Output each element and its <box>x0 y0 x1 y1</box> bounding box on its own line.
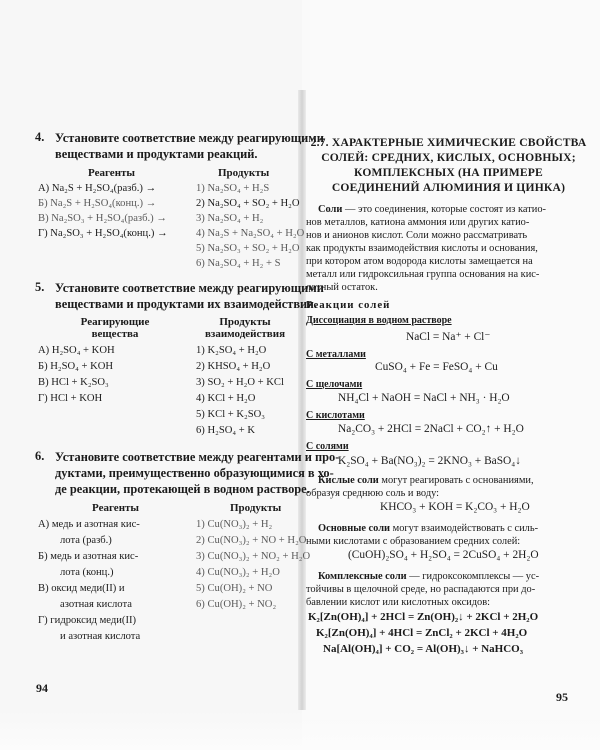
q5-product-5: 5) KCl + K₂SO₃ <box>196 409 265 420</box>
question-6-text-line2: дуктами, преимущественно образующимися в хо- <box>55 466 334 480</box>
q6-reagent-b-line2: лота (конц.) <box>60 567 114 578</box>
q5-col-products-line2: взаимодействия <box>204 328 286 340</box>
section-title-line4: СОЕДИНЕНИЙ АЛЮМИНИЯ И ЦИНКА) <box>331 181 566 194</box>
complex-salts-line2: тойчивы в щелочной среде, но распадаются при до- <box>306 584 536 595</box>
q6-product-6: 6) Cu(OH)₂ + NO₂ <box>196 599 277 610</box>
question-6-text-line1: Установите соответствие между реагентами и про- <box>55 450 340 464</box>
complex-salts-text: — гидроксокомплексы — ус- <box>409 571 540 582</box>
basic-salts-text: могут взаимодействовать с силь- <box>392 523 539 534</box>
term-salts: Соли <box>318 204 343 215</box>
q5-col-reagents-line1: Реагирующие <box>80 316 150 328</box>
q5-reagent-d: Г) HCl + KOH <box>38 393 103 404</box>
intro-line1: — это соединения, которые состоят из катио- <box>345 204 546 215</box>
q5-reagent-a: А) H₂SO₄ + KOH <box>38 345 115 356</box>
question-6-number: 6. <box>35 449 45 463</box>
intro-line3: нов и анионов кислот. Соли можно рассматривать <box>306 230 528 241</box>
q6-product-4: 4) Cu(NO₃)₂ + H₂O <box>196 567 280 578</box>
q6-product-3: 3) Cu(NO₃)₂ + NO₂ + H₂O <box>196 551 311 562</box>
eq-acid-salt: KHCO₃ + KOH = K₂CO₃ + H₂O <box>380 501 530 513</box>
acid-salts-text: могут реагировать с основаниями, <box>381 475 534 486</box>
q4-col-reagents: Реагенты <box>88 167 136 179</box>
q4-product-2: 2) Na₂SO₄ + SO₂ + H₂O <box>196 198 300 209</box>
q6-reagent-d-line1: Г) гидроксид меди(II) <box>38 615 137 626</box>
q5-col-reagents-line2: вещества <box>91 328 139 340</box>
eq-basic-salt: (CuOH)₂SO₄ + H₂SO₄ = 2CuSO₄ + 2H₂O <box>348 549 539 561</box>
eq-dissociation: NaCl = Na⁺ + Cl⁻ <box>406 331 491 343</box>
q6-reagent-a-line1: А) медь и азотная кис- <box>38 519 140 530</box>
intro-line6: металл или гидроксильная группа основания на кис- <box>306 269 540 280</box>
question-5-number: 5. <box>35 280 45 294</box>
q4-product-1: 1) Na₂SO₄ + H₂S <box>196 183 270 194</box>
with-alkalis-heading: С щелочами <box>306 379 363 390</box>
eq-acids: Na₂CO₃ + 2HCl = 2NaCl + CO₂↑ + H₂O <box>338 423 524 435</box>
q5-reagent-b: Б) H₂SO₄ + KOH <box>38 361 114 372</box>
basic-salts-line2: ными кислотами с образованием средних солей: <box>306 536 521 547</box>
book-gutter <box>298 90 306 710</box>
q6-reagent-d-line2: и азотная кислота <box>60 631 141 642</box>
q4-reagent-c: В) Na₂SO₃ + H₂SO₄(разб.) → <box>38 213 167 224</box>
question-4-text-line2: веществами и продуктами реакций. <box>55 147 258 161</box>
q4-product-4: 4) Na₂S + Na₂SO₄ + H₂O <box>196 228 305 239</box>
eq-alkalis: NH₄Cl + NaOH = NaCl + NH₃ · H₂O <box>338 392 510 404</box>
question-5-text-line2: веществами и продуктами их взаимодействия. <box>55 297 317 311</box>
with-salts-heading: С солями <box>306 441 349 452</box>
intro-line7: лотный остаток. <box>306 282 378 293</box>
intro-line2: нов металлов, катиона аммония или других катио- <box>306 217 530 228</box>
acid-salts-line2: образуя среднюю соль и воду: <box>306 488 440 499</box>
term-basic-salts: Основные соли <box>318 523 391 534</box>
section-title-line2: СОЛЕЙ: СРЕДНИХ, КИСЛЫХ, ОСНОВНЫХ; <box>321 151 576 164</box>
page-number-right: 95 <box>556 690 568 704</box>
intro-line5: при котором атом водорода кислоты замещается на <box>306 256 533 267</box>
eq-salts: K₂SO₄ + Ba(NO₃)₂ = 2KNO₃ + BaSO₄↓ <box>338 455 521 467</box>
section-title-line1: 2.7. ХАРАКТЕРНЫЕ ХИМИЧЕСКИЕ СВОЙСТВА <box>310 136 587 149</box>
q6-col-reagents: Реагенты <box>92 502 140 514</box>
eq-complex-1: K₂[Zn(OH)₄] + 2HCl = Zn(OH)₂↓ + 2KCl + 2H₂O <box>308 611 539 623</box>
q5-reagent-c: В) HCl + K₂SO₃ <box>38 377 109 388</box>
q4-reagent-b: Б) Na₂S + H₂SO₄(конц.) → <box>38 198 157 209</box>
with-metals-heading: С металлами <box>306 349 366 360</box>
eq-metals: CuSO₄ + Fe = FeSO₄ + Cu <box>375 361 498 373</box>
page-bottom-fade <box>0 710 600 750</box>
q6-reagent-c-line2: азотная кислота <box>60 599 132 610</box>
q6-reagent-b-line1: Б) медь и азотная кис- <box>38 551 139 562</box>
question-5-text-line1: Установите соответствие между реагирующими <box>55 281 324 295</box>
section-title-line3: КОМПЛЕКСНЫХ (НА ПРИМЕРЕ <box>354 166 543 179</box>
q5-product-4: 4) KCl + H₂O <box>196 393 256 404</box>
question-4-number: 4. <box>35 130 45 144</box>
q6-reagent-a-line2: лота (разб.) <box>60 535 112 546</box>
q4-reagent-a: А) Na₂S + H₂SO₄(разб.) → <box>38 183 157 194</box>
q6-product-5: 5) Cu(OH)₂ + NO <box>196 583 273 594</box>
q4-product-5: 5) Na₂SO₃ + SO₂ + H₂O <box>196 243 300 254</box>
q5-product-6: 6) H₂SO₄ + K <box>196 425 255 436</box>
with-acids-heading: С кислотами <box>306 410 365 421</box>
q6-product-1: 1) Cu(NO₃)₂ + H₂ <box>196 519 273 530</box>
reactions-heading: Реакции солей <box>306 299 391 311</box>
page-number-left: 94 <box>36 681 48 695</box>
eq-complex-2: K₂[Zn(OH)₄] + 4HCl = ZnCl₂ + 2KCl + 4H₂O <box>316 627 528 639</box>
q5-product-2: 2) KHSO₄ + H₂O <box>196 361 271 372</box>
q5-col-products-line1: Продукты <box>219 316 271 328</box>
term-complex-salts: Комплексные соли <box>318 571 407 582</box>
intro-line4: как продукты взаимодействия кислоты и основания, <box>306 243 538 254</box>
term-acid-salts: Кислые соли <box>318 475 379 486</box>
q4-reagent-d: Г) Na₂SO₃ + H₂SO₄(конц.) → <box>38 228 168 239</box>
eq-complex-3: Na[Al(OH)₄] + CO₂ = Al(OH)₃↓ + NaHCO₃ <box>323 643 524 655</box>
q5-product-3: 3) SO₂ + H₂O + KCl <box>196 377 284 388</box>
complex-salts-line3: бавлении кислот или кислотных оксидов: <box>306 597 491 608</box>
q4-product-3: 3) Na₂SO₄ + H₂ <box>196 213 264 224</box>
dissociation-heading: Диссоциация в водном растворе <box>306 315 452 326</box>
q5-product-1: 1) K₂SO₄ + H₂O <box>196 345 267 356</box>
q4-product-6: 6) Na₂SO₄ + H₂ + S <box>196 258 281 269</box>
q6-col-products: Продукты <box>230 502 282 514</box>
q6-product-2: 2) Cu(NO₃)₂ + NO + H₂O <box>196 535 307 546</box>
q6-reagent-c-line1: В) оксид меди(II) и <box>38 583 125 594</box>
question-6-text-line3: де реакции, протекающей в водном растворе. <box>55 482 310 496</box>
question-4-text-line1: Установите соответствие между реагирующими <box>55 131 324 145</box>
q4-col-products: Продукты <box>218 167 270 179</box>
